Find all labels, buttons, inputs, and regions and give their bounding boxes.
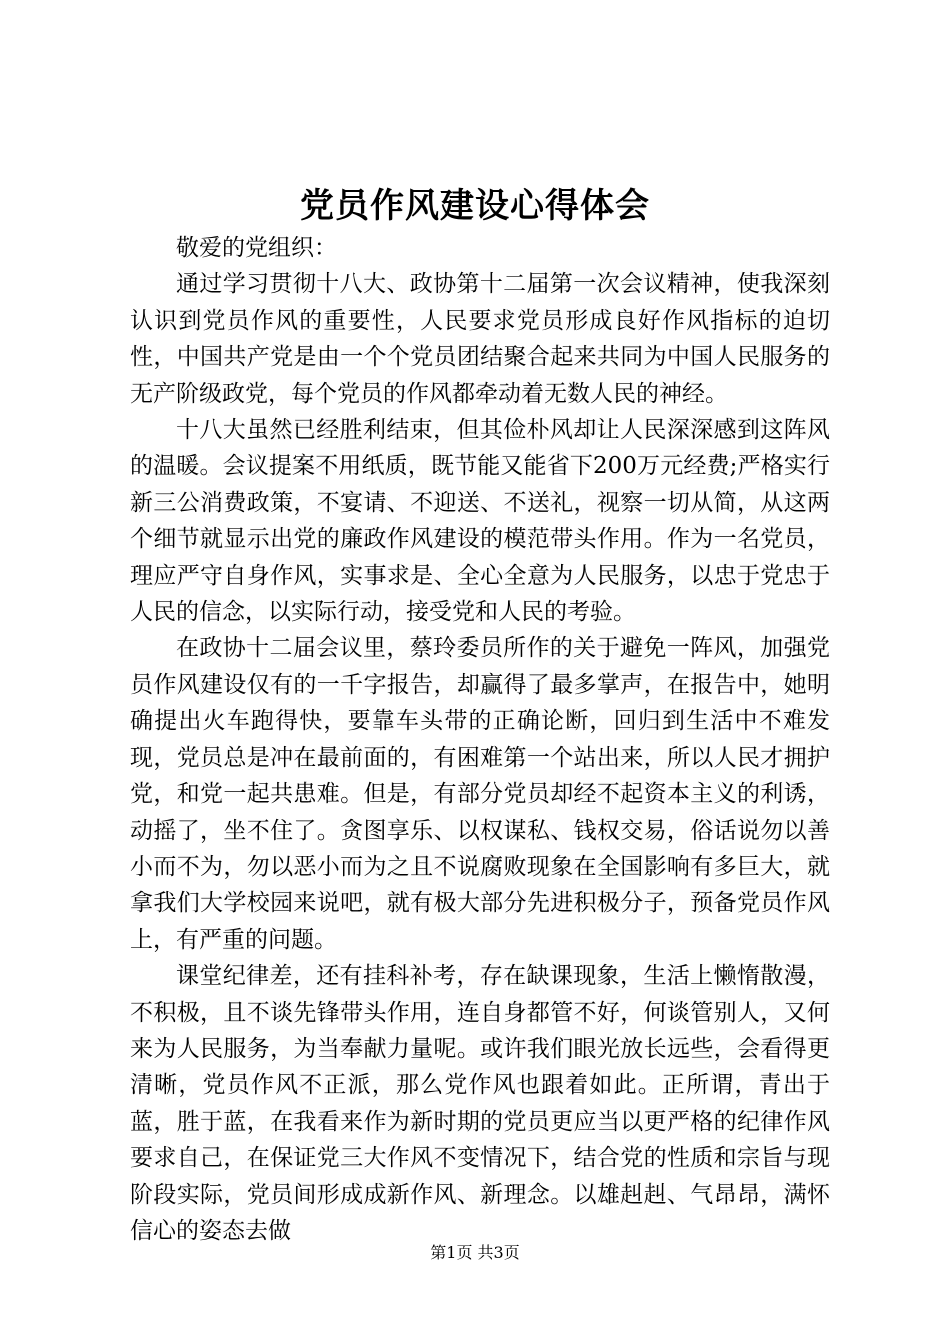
paragraph-4: 课堂纪律差，还有挂科补考，存在缺课现象，生活上懒惰散漫，不积极，且不谈先锋带头作用，连自身都管不好，何谈管别人，又何来为人民服务，为当奉献力量呢。或许我们眼光放长远些，会看得更清晰，党员作风不正派，那么党作风也跟着如此。正所谓，青出于蓝，胜于蓝，在我看来作为新时期的党员更应当以更严格的纪律作风要求自己，在保证党三大作风不变情况下，结合党的性质和宗旨与现阶段实际，党员间形成成新作风、新理念。以雄赳赳、气昂昂，满怀信心的姿态去做 [130,963,830,1244]
document-body [130,230,830,1249]
document-title: 党员作风建设心得体会 [300,186,650,226]
paragraph-3: 在政协十二届会议里，蔡玲委员所作的关于避免一阵风，加强党员作风建设仅有的一千字报告，却赢得了最多掌声，在报告中，她明确提出火车跑得快，要靠车头带的正确论断，回归到生活中不难发现，党员总是冲在最前面的，有困难第一个站出来，所以人民才拥护党，和党一起共患难。但是，有部分党员却经不起资本主义的利诱，动摇了，坐不住了。贪图享乐、以权谋私、钱权交易，俗话说勿以善小而不为，勿以恶小而为之且不说腐败现象在全国影响有多巨大，就拿我们大学校园来说吧，就有极大部分先进积极分子，预备党员作风上，有严重的问题。 [130,635,830,953]
paragraph-2: 十八大虽然已经胜利结束，但其俭朴风却让人民深深感到这阵风的温暖。会议提案不用纸质，既节能又能省下200万元经费;严格实行新三公消费政策，不宴请、不迎送、不送礼，视察一切从简，从这两个细节就显示出党的廉政作风建设的模范带头作用。作为一名党员，理应严守自身作风，实事求是、全心全意为人民服务，以忠于党忠于人民的信念，以实际行动，接受党和人民的考验。 [130,417,830,626]
salutation: 敬爱的党组织： [176,235,337,261]
page-number-footer: 第1页 共3页 [430,1243,520,1262]
paragraph-1: 通过学习贯彻十八大、政协第十二届第一次会议精神，使我深刻认识到党员作风的重要性，人民要求党员形成良好作风指标的迫切性，中国共产党是由一个个党员团结聚合起来共同为中国人民服务的无产阶级政党，每个党员的作风都牵动着无数人民的神经。 [130,271,830,407]
